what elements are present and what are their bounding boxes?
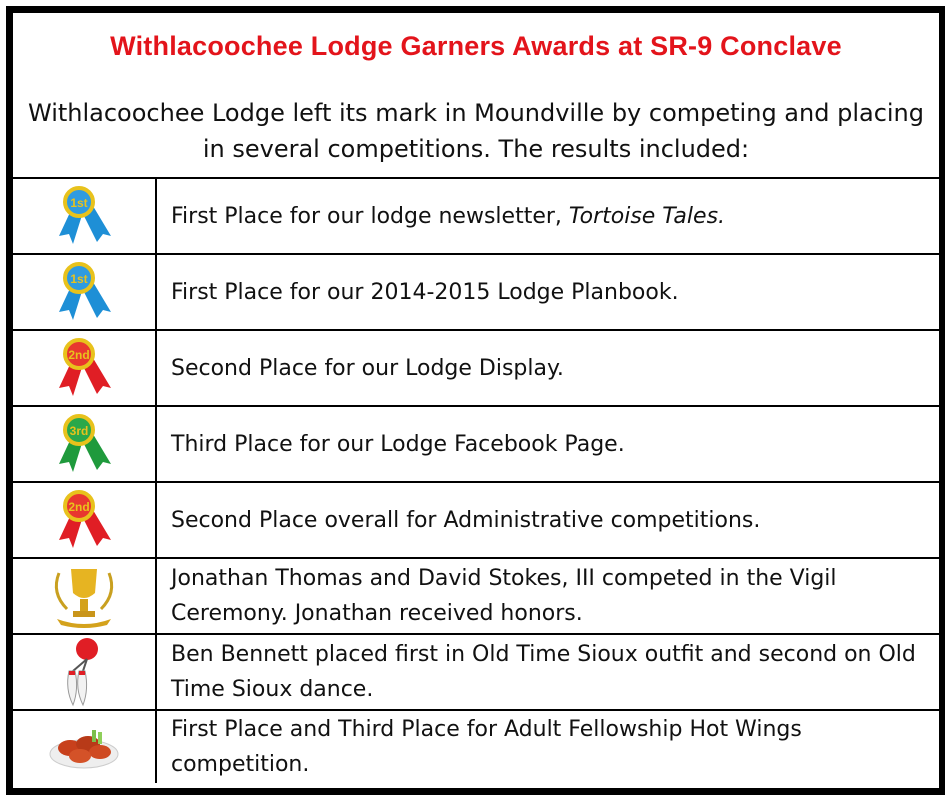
icon-cell (13, 179, 157, 253)
third-place-ribbon-icon (53, 412, 115, 476)
awards-table (13, 177, 939, 783)
svg-text:1st: 1st (70, 196, 88, 210)
newsletter-title: Tortoise Tales. (568, 203, 726, 229)
award-text: Ben Bennett placed first in Old Time Sioux outfit and second on Old Time Sioux dance. (171, 642, 916, 702)
svg-text:2nd: 2nd (68, 500, 90, 514)
table-row (13, 331, 939, 407)
icon-cell (13, 407, 157, 481)
icon-cell (13, 331, 157, 405)
icon-cell (13, 255, 157, 329)
icon-cell (13, 711, 157, 783)
award-text: Jonathan Thomas and David Stokes, III competed in the Vigil Ceremony. Jonathan received honors. (171, 566, 837, 626)
page-title: Withlacoochee Lodge Garners Awards at SR-9 Conclave (110, 31, 842, 61)
award-text: Third Place for our Lodge Facebook Page. (171, 431, 625, 457)
feather-ornament-icon (59, 637, 109, 707)
table-row (13, 559, 939, 635)
hot-wings-icon (48, 722, 120, 772)
second-place-ribbon-icon (53, 488, 115, 552)
table-row (13, 255, 939, 331)
second-place-ribbon-icon (53, 336, 115, 400)
icon-cell (13, 483, 157, 557)
trophy-icon (49, 563, 119, 629)
award-label: First Place for our lodge newsletter, (171, 203, 569, 229)
table-row (13, 711, 939, 783)
award-text: First Place for our 2014-2015 Lodge Planbook. (171, 279, 679, 305)
table-row (13, 635, 939, 711)
table-row (13, 483, 939, 559)
svg-text:3rd: 3rd (69, 424, 89, 438)
award-text (157, 199, 733, 234)
icon-cell (13, 559, 157, 633)
icon-cell (13, 635, 157, 709)
award-text: Second Place for our Lodge Display. (171, 355, 564, 381)
first-place-ribbon-icon (53, 184, 115, 248)
award-text: First Place and Third Place for Adult Fellowship Hot Wings competition. (171, 717, 802, 777)
table-row (13, 407, 939, 483)
svg-text:2nd: 2nd (68, 348, 90, 362)
table-row (13, 179, 939, 255)
svg-text:1st: 1st (70, 272, 88, 286)
award-frame (6, 6, 945, 795)
intro-paragraph: Withlacoochee Lodge left its mark in Moundville by competing and placing in several competitions. The results included: (27, 99, 924, 163)
award-text: Second Place overall for Administrative competitions. (171, 507, 761, 533)
first-place-ribbon-icon (53, 260, 115, 324)
